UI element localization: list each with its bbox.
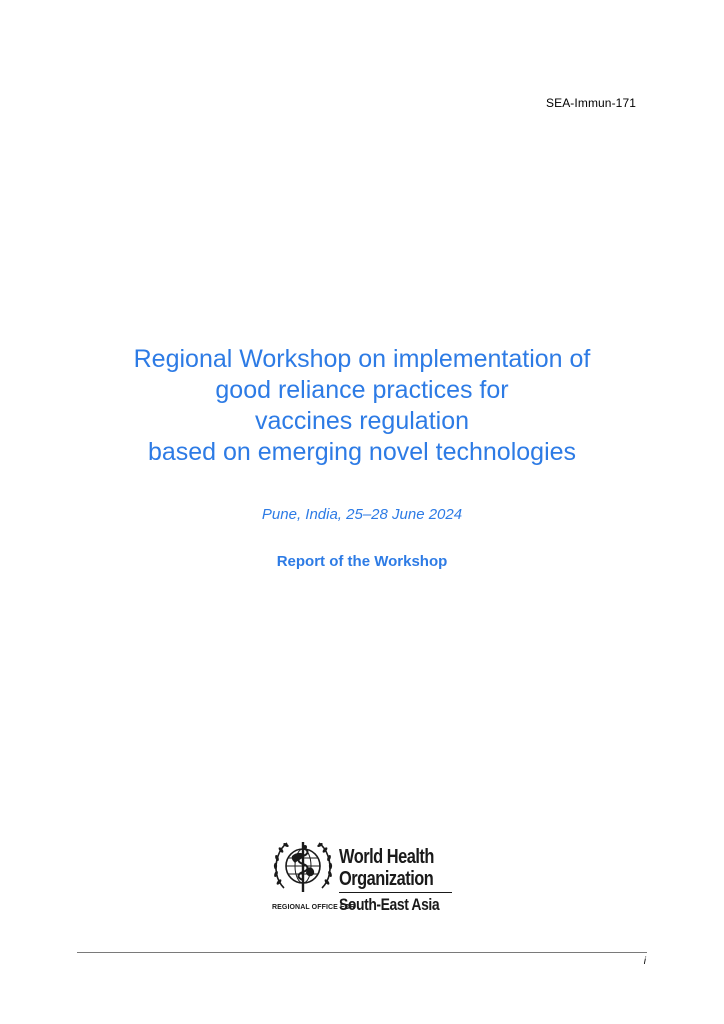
organization-name — [339, 846, 434, 890]
title-line: vaccines regulation — [254, 407, 469, 435]
title-line: Regional Workshop on implementation of — [133, 345, 591, 373]
page-number: i — [643, 956, 646, 967]
who-logo — [272, 838, 462, 918]
organization-name-line: Organization — [339, 868, 434, 890]
regional-office-prefix: REGIONAL OFFICE FOR — [272, 904, 356, 911]
location-date: Pune, India, 25–28 June 2024 — [261, 506, 463, 523]
title-line: good reliance practices for — [215, 376, 509, 404]
region-name: South-East Asia — [339, 895, 440, 914]
organization-name-line: World Health — [339, 846, 434, 868]
logo-divider — [339, 892, 452, 893]
title-line: based on emerging novel technologies — [147, 438, 577, 466]
who-emblem-icon — [272, 838, 334, 896]
document-code: SEA-Immun-171 — [546, 96, 636, 110]
report-label: Report of the Workshop — [276, 553, 448, 570]
footer-divider — [77, 952, 647, 953]
report-title — [0, 344, 724, 468]
